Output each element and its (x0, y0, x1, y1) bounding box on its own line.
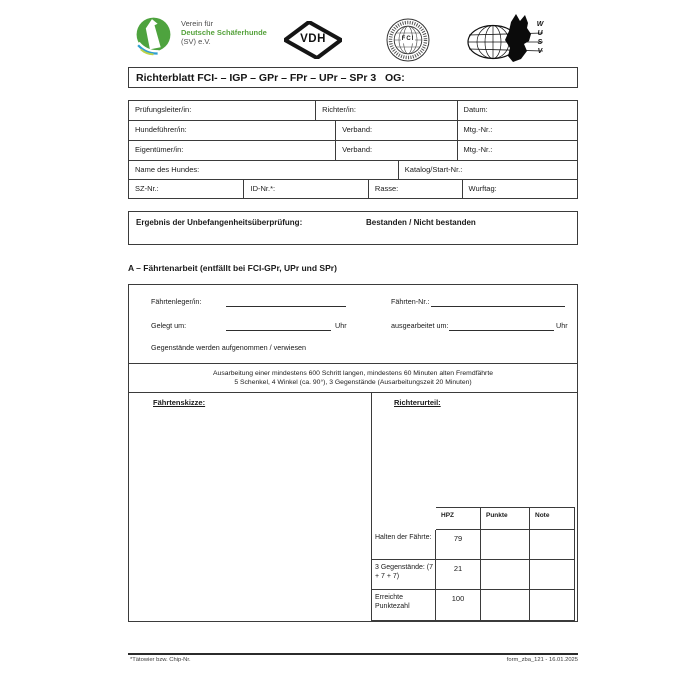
wusv-globe-dog-icon (466, 50, 546, 67)
sv-name-line2: Deutsche Schäferhunde (181, 28, 267, 37)
vdh-logo (284, 21, 342, 64)
info-row-2 (128, 120, 578, 141)
field-mtg-nr-label-1: Mtg.-Nr.: (457, 121, 577, 140)
score-header-ghost-cell (371, 507, 436, 530)
field-pruefungsleiter-label: Prüfungsleiter/in: (135, 105, 192, 114)
field-hundename-label: Name des Hundes: (135, 165, 200, 174)
wusv-letters (535, 20, 545, 56)
track-instruction (129, 363, 577, 393)
vdh-diamond-icon (284, 46, 342, 63)
section-a-box (128, 284, 578, 622)
score-row-hpz: 79 (436, 530, 481, 560)
sv-dog-icon (133, 15, 174, 61)
field-verband-label-1: Verband: (335, 121, 456, 140)
laid-at-unit: Uhr (335, 321, 347, 330)
info-row-4 (128, 160, 578, 180)
wusv-letter-s: S (537, 39, 543, 46)
field-verband-label-2: Verband: (335, 141, 456, 160)
worked-at-blank-line (449, 315, 554, 331)
footer-rule (128, 653, 578, 655)
score-row-label: Erreichte Punktezahl (371, 590, 436, 621)
field-rasse-label: Rasse: (368, 180, 462, 198)
fci-label: FCI (401, 36, 415, 42)
score-row-label: 3 Gegenstände: (7 + 7 + 7) (371, 560, 436, 590)
form-id-date: form_zba_121 - 16.01.2025 (506, 657, 578, 663)
field-mtg-nr-label-2: Mtg.-Nr.: (457, 141, 577, 160)
track-number-label: Fährten-Nr.: (391, 297, 430, 306)
field-sz-nr-label: SZ-Nr.: (135, 184, 159, 193)
field-eigentuemer-label: Eigentümer/in: (135, 145, 184, 154)
track-instruction-line1: Ausarbeitung einer mindestens 600 Schritt langen, mindestens 60 Minuten alten Fremdfährte (213, 370, 493, 377)
wusv-letter-u: U (537, 30, 543, 37)
section-a-heading: A – Fährtenarbeit (entfällt bei FCI-GPr, UPr und SPr) (128, 263, 337, 273)
score-row-note-blank (530, 590, 575, 621)
wusv-letter-v: V (537, 48, 543, 55)
sv-club-logo (133, 15, 267, 61)
track-number-blank-line (431, 291, 565, 307)
score-header-punkte: Punkte (481, 507, 530, 530)
score-row-punkte-blank (481, 590, 530, 621)
laid-at-blank-line (226, 315, 331, 331)
sketch-column-heading: Fährtenskizze: (153, 398, 206, 407)
info-row-5 (128, 179, 578, 199)
fci-seal-icon (386, 49, 430, 66)
info-row-1 (128, 100, 578, 121)
score-row-hpz: 100 (436, 590, 481, 621)
laid-at-label: Gelegt um: (151, 321, 187, 330)
score-row-note-blank (530, 560, 575, 590)
field-wurftag-label: Wurftag: (462, 180, 577, 198)
form-title: Richterblatt FCI- – IGP – GPr – FPr – UPr – SPr 3 OG: (136, 72, 405, 84)
tracklayer-label: Fährtenleger/in: (151, 297, 202, 306)
form-title-box (128, 67, 578, 88)
info-row-3 (128, 140, 578, 161)
sv-name-line3: (SV) e.V. (181, 37, 211, 46)
score-header-note: Note (530, 507, 575, 530)
field-datum-label: Datum: (457, 101, 577, 120)
field-hundefuehrer-label: Hundeführer/in: (135, 125, 187, 134)
ergebnis-box (128, 211, 578, 245)
verdict-column-heading: Richterurteil: (394, 398, 441, 407)
score-row-note-blank (530, 530, 575, 560)
field-richter-label: Richter/in: (315, 101, 456, 120)
worked-at-label: ausgearbeitet um: (391, 321, 449, 330)
field-id-nr-label: ID-Nr.*: (243, 180, 367, 198)
sv-name-line1: Verein für (181, 19, 214, 28)
sv-club-name (181, 15, 267, 46)
ergebnis-options: Bestanden / Nicht bestanden (366, 218, 476, 227)
field-katalog-startnr-label: Katalog/Start-Nr.: (398, 161, 577, 179)
score-row-punkte-blank (481, 530, 530, 560)
score-row-hpz: 21 (436, 560, 481, 590)
tracklayer-blank-line (226, 291, 346, 307)
score-row-punkte-blank (481, 560, 530, 590)
vdh-label: VDH (300, 33, 326, 45)
objects-note: Gegenstände werden aufgenommen / verwiesen (151, 343, 307, 352)
wusv-logo (466, 13, 546, 68)
score-header-hpz: HPZ (436, 507, 481, 530)
track-instruction-line2: 5 Schenkel, 4 Winkel (ca. 90°), 3 Gegenstände (Ausarbeitungszeit 20 Minuten) (234, 379, 472, 386)
worked-at-unit: Uhr (556, 321, 568, 330)
fci-seal (386, 18, 430, 67)
footnote-chip-nr: *Tätowier bzw. Chip-Nr. (130, 657, 191, 663)
score-table (371, 507, 575, 621)
ergebnis-label: Ergebnis der Unbefangenheitsüberprüfung: (136, 218, 303, 227)
wusv-letter-w: W (536, 21, 544, 28)
score-row-label: Halten der Fährte: (371, 530, 436, 560)
